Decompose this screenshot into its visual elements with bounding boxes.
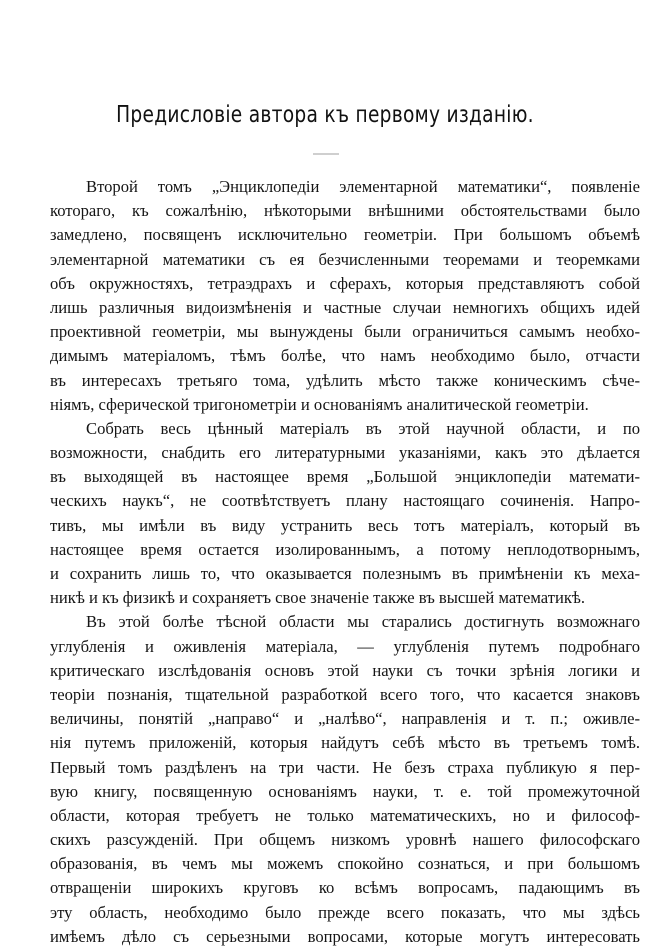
text-line: скихъ разсужденій. При общемъ низкомъ уровнѣ нашего философскаго	[50, 830, 640, 850]
text-line: котораго, къ сожалѣнію, нѣкоторыми внѣшними обстоятельствами было	[50, 201, 640, 221]
text-line: области, которая требуетъ не только математическихъ, но и философ-	[50, 805, 640, 825]
text-line: и сохранить лишь то, что оказывается полезнымъ въ примѣненіи къ меха-	[50, 564, 640, 583]
text-line: ческихъ наукъ“, не соотвѣтствуетъ плану настоящаго сочиненія. Напро-	[50, 491, 640, 511]
text-line: въ интересахъ третьяго тома, удѣлить мѣсто также коническимъ сѣче-	[50, 370, 640, 390]
text-line: никѣ и къ физикѣ и сохраняетъ свое значеніе также въ высшей математикѣ.	[50, 588, 586, 608]
text-line: Первый томъ раздѣленъ на три части. Не безъ страха публикую я пер-	[50, 757, 640, 777]
text-line: вую книгу, посвященную основаніямъ науки, т. е. той промежуточной	[50, 781, 640, 801]
text-line: настоящее время остается изолированнымъ, а потому неплодотворнымъ,	[50, 539, 640, 559]
text-line: объ окружностяхъ, тетраэдрахъ и сферахъ, которыя представляютъ собой	[50, 273, 640, 293]
text-line: лишь различныя видоизмѣненія и частные случаи немногихъ общихъ идей	[50, 297, 640, 317]
text-line: возможности, снабдить его литературными указаніями, какъ это дѣлается	[50, 443, 640, 463]
decorative-divider	[313, 153, 339, 155]
text-line: образованія, въ чемъ мы можемъ спокойно сознаться, и при большомъ	[50, 854, 640, 874]
text-line: Собрать весь цѣнный матеріалъ въ этой научной области, и по	[86, 418, 640, 438]
text-line: имѣемъ дѣло съ серьезными вопросами, которые могутъ интересовать	[50, 926, 640, 946]
text-line: замедлено, посвященъ исключительно геометріи. При большомъ объемѣ	[50, 225, 640, 245]
text-line: отвращеніи широкихъ круговъ ко всѣмъ вопросамъ, падающимъ въ	[50, 878, 640, 898]
text-line: критическаго изслѣдованія основъ этой науки съ точки зрѣнія логики и	[50, 660, 640, 680]
text-line: величины, понятій „направо“ и „налѣво“, направленія и т. п.; оживле-	[50, 709, 640, 729]
text-line: тивъ, мы имѣли въ виду устранить весь тотъ матеріалъ, который въ	[50, 515, 640, 535]
text-line: элементарной математики съ ея безчисленными теоремами и теоремками	[50, 249, 640, 269]
text-line: въ выходящей въ настоящее время „Большой энциклопедіи математи-	[50, 467, 640, 487]
text-line: ніямъ, сферической тригонометріи и основаніямъ аналитической геометріи.	[50, 394, 589, 414]
text-line: нія путемъ приложеній, которыя найдутъ себѣ мѣсто въ третьемъ томѣ.	[50, 733, 640, 753]
text-line: проективной геометріи, мы вынуждены были ограничиться самымъ необхо-	[50, 322, 640, 342]
text-line: теоріи познанія, тщательной разработкой всего того, что касается знаковъ	[50, 684, 640, 704]
text-line: углубленія и оживленія матеріала, — углубленія путемъ подробнаго	[50, 636, 640, 656]
text-line: Въ этой болѣе тѣсной области мы старались достигнуть возможнаго	[86, 612, 640, 632]
text-line: эту область, необходимо было прежде всего показать, что мы здѣсь	[50, 902, 640, 922]
text-line: Второй томъ „Энциклопедіи элементарной математики“, появленіе	[86, 177, 640, 196]
page-title: Предисловіе автора къ первому изданію.	[116, 102, 534, 128]
body-text	[50, 175, 640, 949]
text-line: димымъ матеріаломъ, тѣмъ болѣе, что намъ необходимо было, отчасти	[50, 346, 640, 366]
